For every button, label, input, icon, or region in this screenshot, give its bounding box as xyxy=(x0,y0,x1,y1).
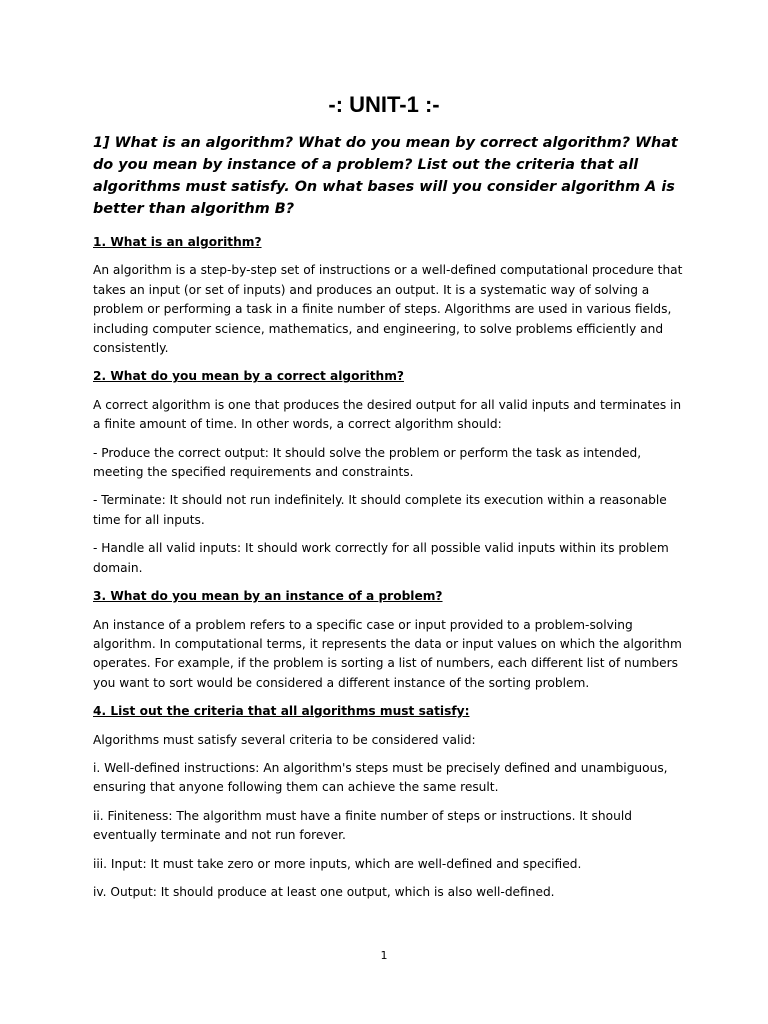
paragraph: Algorithms must satisfy several criteria to be considered valid: xyxy=(93,732,476,747)
document-content xyxy=(93,132,683,911)
list-item: ii. Finiteness: The algorithm must have a finite number of steps or instructions. It should eventually terminate and not run forever. xyxy=(93,808,632,843)
unit-title: -: UNIT-1 :- xyxy=(328,92,440,117)
question-text: 1] What is an algorithm? What do you mean by correct algorithm? What do you mean by instance of a problem? List out the criteria that all algorithms must satisfy. On what bases will you consider algorithm A is better than algorithm B? xyxy=(93,135,678,217)
list-item: iv. Output: It should produce at least one output, which is also well-defined. xyxy=(93,884,555,899)
paragraph: A correct algorithm is one that produces the desired output for all valid inputs and terminates in a finite amount of time. In other words, a correct algorithm should: xyxy=(93,397,682,432)
list-item: iii. Input: It must take zero or more inputs, which are well-defined and specified. xyxy=(93,856,582,871)
section-heading: 1. What is an algorithm? xyxy=(93,235,262,249)
section-heading: 2. What do you mean by a correct algorithm? xyxy=(93,369,404,384)
paragraph: An instance of a problem refers to a specific case or input provided to a problem-solving algorithm. In computational terms, it represents the data or input values on which the algorithm operates. For example, if the problem is sorting a list of numbers, each different list of numbers you want to sort would be considered a different instance of the sorting problem. xyxy=(93,617,682,690)
section-heading: 4. List out the criteria that all algorithms must satisfy: xyxy=(93,704,470,719)
list-item: i. Well-defined instructions: An algorithm's steps must be precisely defined and unambiguous, ensuring that anyone following them can achieve the same result. xyxy=(93,760,668,795)
list-item: - Produce the correct output: It should solve the problem or perform the task as intended, meeting the specified requirements and constraints. xyxy=(93,445,642,480)
section-heading: 3. What do you mean by an instance of a problem? xyxy=(93,589,443,604)
page-number: 1 xyxy=(380,949,388,962)
list-item: - Terminate: It should not run indefinitely. It should complete its execution within a reasonable time for all inputs. xyxy=(93,493,667,527)
list-item: - Handle all valid inputs: It should work correctly for all possible valid inputs within its problem domain. xyxy=(93,541,669,575)
paragraph: An algorithm is a step-by-step set of instructions or a well-defined computational procedure that takes an input (or set of inputs) and produces an output. It is a systematic way of solving a problem or performing a task in a finite number of steps. Algorithms are used in various fields, including computer science, mathematics, and engineering, to solve problems efficiently and consistently. xyxy=(93,263,683,356)
